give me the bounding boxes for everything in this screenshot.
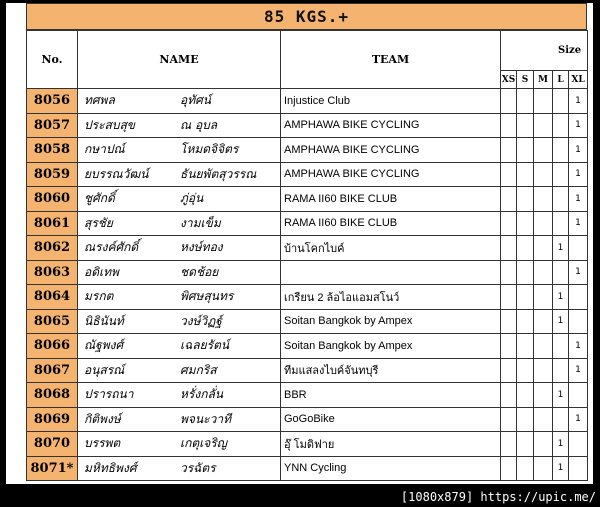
size-cell-xs [501,309,517,334]
roster-table [26,30,588,481]
size-cell-s [517,260,534,285]
rider-name [78,260,281,285]
rider-name [78,285,281,310]
rider-name [78,383,281,408]
rider-number: 8068 [27,383,78,408]
size-cell-s [517,309,534,334]
size-cell-xs [501,113,517,138]
size-cell-s [517,358,534,383]
size-cell-l [553,113,569,138]
size-cell-xl [569,236,588,261]
header-size-xs: XS [501,71,517,89]
table-row [27,432,588,457]
roster-sheet [6,3,593,484]
rider-last-name: ศมกริส [180,362,217,377]
header-size: Size [501,31,588,71]
rider-team: Soitan Bangkok by Ampex [281,309,501,334]
table-row [27,236,588,261]
rider-last-name: ธันยพัตสุวรรณ [180,166,257,181]
size-cell-s [517,334,534,359]
rider-number: 8058 [27,138,78,163]
rider-name [78,432,281,457]
size-cell-xl: 1 [569,260,588,285]
rider-first-name: มรกต [84,289,114,304]
size-cell-s [517,383,534,408]
header-size-xl: XL [569,71,588,89]
size-cell-l [553,162,569,187]
rider-team: BBR [281,383,501,408]
rider-first-name: สุรชัย [84,215,113,230]
size-cell-xs [501,162,517,187]
size-cell-xs [501,285,517,310]
rider-last-name: งามเข็ม [180,215,221,230]
rider-first-name: ณรงค์ศักดิ์ [84,240,139,255]
rider-last-name: พจนะวาที [180,411,231,426]
table-row [27,113,588,138]
rider-first-name: ประสบสุข [84,117,135,132]
size-cell-l: 1 [553,309,569,334]
rider-last-name: อุทัศน์ [180,93,211,108]
table-row [27,89,588,114]
size-cell-xl: 1 [569,162,588,187]
rider-last-name: เฉลยรัตน์ [180,338,230,353]
size-cell-xs [501,138,517,163]
rider-team: Soitan Bangkok by Ampex [281,334,501,359]
rider-team: AMPHAWA BIKE CYCLING [281,138,501,163]
size-cell-s [517,407,534,432]
rider-first-name: นิธินันท์ [84,313,124,328]
size-cell-xl [569,285,588,310]
header-team: TEAM [281,31,501,89]
rider-name [78,89,281,114]
table-row [27,334,588,359]
size-cell-l: 1 [553,432,569,457]
size-cell-xl: 1 [569,211,588,236]
rider-team: AMPHAWA BIKE CYCLING [281,162,501,187]
size-cell-xl [569,456,588,481]
rider-team: เกรียน 2 ล้อไอแอมสโนว์ [281,285,501,310]
rider-number: 8067 [27,358,78,383]
rider-last-name: ภู่อุ่น [180,191,204,206]
size-cell-xl: 1 [569,407,588,432]
rider-first-name: อนุสรณ์ [84,362,125,377]
size-cell-m [534,89,553,114]
table-row [27,211,588,236]
rider-last-name: วรฉัตร [180,460,216,475]
size-cell-s [517,89,534,114]
size-cell-m [534,138,553,163]
size-cell-xs [501,334,517,359]
rider-name [78,334,281,359]
rider-name [78,113,281,138]
size-cell-l [553,187,569,212]
size-cell-s [517,138,534,163]
rider-first-name: กิติพงษ์ [84,411,121,426]
rider-number: 8066 [27,334,78,359]
rider-number: 8063 [27,260,78,285]
rider-name [78,309,281,334]
size-cell-s [517,162,534,187]
size-cell-s [517,456,534,481]
size-cell-l [553,138,569,163]
rider-team: RAMA II60 BIKE CLUB [281,187,501,212]
rider-first-name: ชูศักดิ์ [84,191,115,206]
watermark-text: [1080x879] https://upic.me/ [400,490,596,504]
rider-first-name: มหิทธิพงศ์ [84,460,137,475]
rider-name [78,236,281,261]
table-row [27,138,588,163]
rider-team: อุ๊ โมดิฟาย [281,432,501,457]
rider-number: 8065 [27,309,78,334]
rider-name [78,162,281,187]
size-cell-m [534,383,553,408]
rider-name [78,211,281,236]
size-cell-l: 1 [553,285,569,310]
size-cell-m [534,285,553,310]
size-cell-s [517,187,534,212]
size-cell-l [553,211,569,236]
rider-last-name: เกตุเจริญ [180,436,227,451]
size-cell-xl: 1 [569,334,588,359]
rider-team: บ้านโคกไบค์ [281,236,501,261]
rider-team: ทีมแสลงไบค์จันทบุรี [281,358,501,383]
rider-team: Injustice Club [281,89,501,114]
rider-number: 8069 [27,407,78,432]
table-row [27,383,588,408]
rider-first-name: ปรารถนา [84,387,134,402]
size-cell-l [553,358,569,383]
rider-team: AMPHAWA BIKE CYCLING [281,113,501,138]
size-cell-m [534,334,553,359]
size-cell-xs [501,187,517,212]
rider-first-name: ทศพล [84,93,115,108]
table-row [27,285,588,310]
size-cell-m [534,456,553,481]
size-cell-xs [501,358,517,383]
header-size-s: S [517,71,534,89]
rider-name [78,407,281,432]
size-cell-m [534,358,553,383]
rider-number: 8064 [27,285,78,310]
size-cell-m [534,187,553,212]
rider-last-name: วงษ์วิฏฐ์ [180,313,222,328]
roster-body [27,89,588,481]
rider-name [78,187,281,212]
rider-number: 8062 [27,236,78,261]
table-row [27,407,588,432]
rider-last-name: หงษ์ทอง [180,240,223,255]
table-row [27,358,588,383]
size-cell-m [534,309,553,334]
rider-last-name: หรั่งกลั่น [180,387,224,402]
size-cell-m [534,407,553,432]
rider-last-name: โหมดจิจิตร [180,142,239,157]
size-cell-xs [501,236,517,261]
size-cell-l: 1 [553,236,569,261]
size-cell-xs [501,456,517,481]
size-cell-s [517,113,534,138]
rider-first-name: ณัฐพงศ์ [84,338,124,353]
rider-number: 8057 [27,113,78,138]
rider-number: 8056 [27,89,78,114]
size-cell-m [534,162,553,187]
table-row [27,260,588,285]
size-cell-m [534,113,553,138]
rider-number: 8061 [27,211,78,236]
size-cell-xl: 1 [569,187,588,212]
size-cell-m [534,432,553,457]
size-cell-l [553,260,569,285]
rider-last-name: ชดช้อย [180,264,219,279]
size-cell-xs [501,89,517,114]
size-cell-m [534,236,553,261]
size-cell-m [534,260,553,285]
size-cell-s [517,285,534,310]
rider-first-name: อดิเทพ [84,264,119,279]
rider-number: 8070 [27,432,78,457]
rider-team: RAMA II60 BIKE CLUB [281,211,501,236]
table-row [27,187,588,212]
size-cell-xl [569,309,588,334]
header-size-l: L [553,71,569,89]
rider-team: GoGoBike [281,407,501,432]
header-name: NAME [78,31,281,89]
size-cell-xl: 1 [569,89,588,114]
size-cell-l [553,89,569,114]
size-cell-s [517,236,534,261]
size-cell-l [553,407,569,432]
size-cell-xl: 1 [569,358,588,383]
rider-first-name: ยบรรณวัฒน์ [84,166,149,181]
size-cell-xs [501,432,517,457]
size-cell-xl [569,432,588,457]
size-cell-l [553,334,569,359]
rider-name [78,138,281,163]
size-cell-xs [501,407,517,432]
category-banner: 85 KGS.+ [26,3,587,30]
size-cell-l: 1 [553,456,569,481]
size-cell-xs [501,211,517,236]
size-cell-xl [569,383,588,408]
size-cell-m [534,211,553,236]
table-row [27,456,588,481]
rider-number: 8060 [27,187,78,212]
rider-team [281,260,501,285]
rider-team: YNN Cycling [281,456,501,481]
size-cell-l: 1 [553,383,569,408]
rider-first-name: บรรพต [84,436,121,451]
size-cell-xs [501,383,517,408]
table-row [27,309,588,334]
rider-first-name: กษาปณ์ [84,142,125,157]
header-no: No. [27,31,78,89]
rider-number: 8071* [27,456,78,481]
rider-name [78,456,281,481]
size-cell-s [517,432,534,457]
rider-number: 8059 [27,162,78,187]
size-cell-xl: 1 [569,113,588,138]
table-row [27,162,588,187]
size-cell-xl: 1 [569,138,588,163]
rider-name [78,358,281,383]
rider-last-name: ณ อุบล [180,117,218,132]
size-cell-s [517,211,534,236]
rider-last-name: พิศษสุนทร [180,289,234,304]
header-size-m: M [534,71,553,89]
size-cell-xs [501,260,517,285]
